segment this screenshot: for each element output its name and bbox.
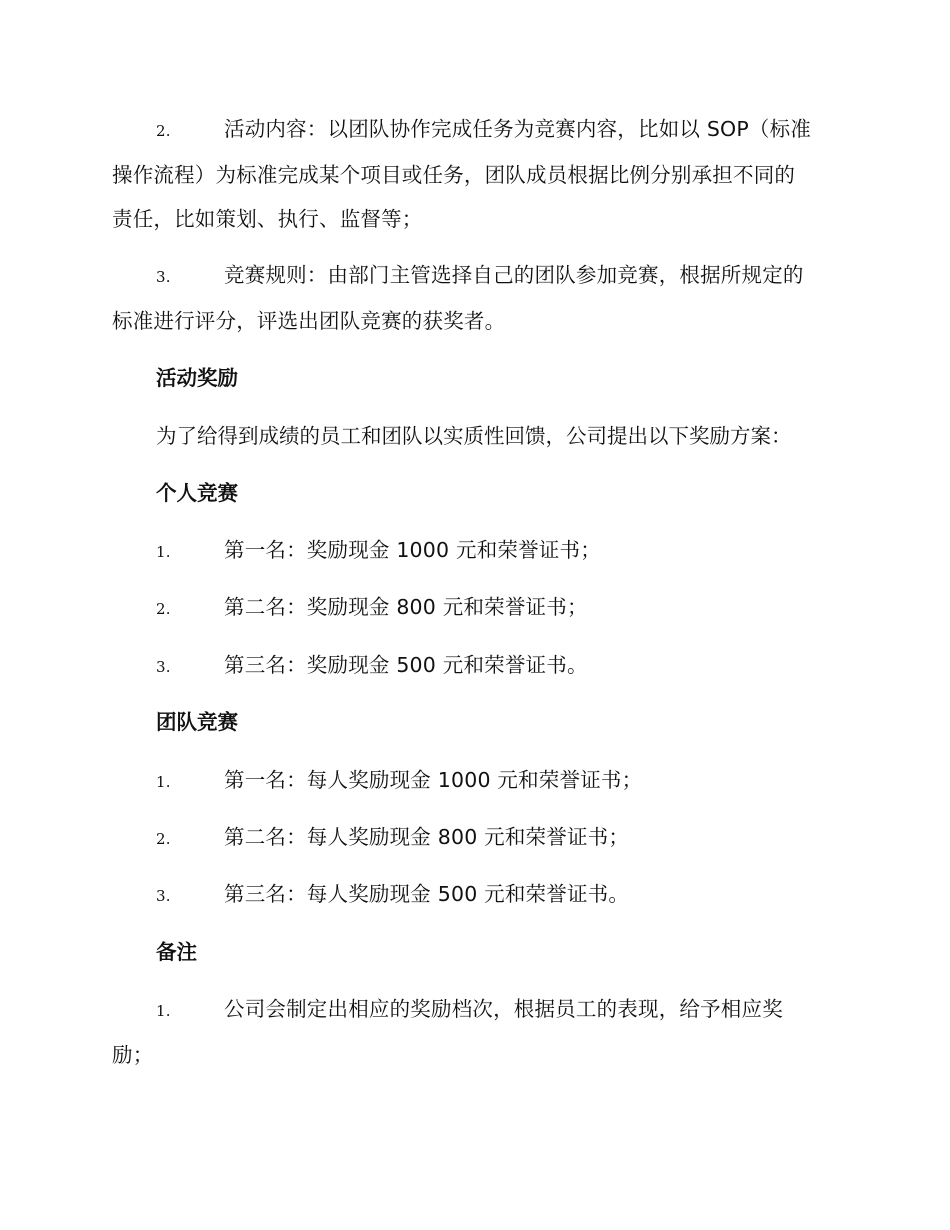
list-item-competition-rules [112, 257, 837, 340]
list-item-text: 第一名：奖励现金 1000 元和荣誉证书； [224, 538, 601, 562]
list-item-text: 第三名：每人奖励现金 500 元和荣誉证书。 [224, 882, 630, 906]
list-item-activity-content [112, 111, 837, 238]
list-number: 1. [156, 773, 171, 791]
list-item-text: 第二名：奖励现金 800 元和荣誉证书； [224, 595, 588, 619]
list-item-individual-3 [112, 647, 837, 686]
list-item-team-3 [112, 876, 837, 915]
list-item-team-2 [112, 819, 837, 858]
list-item-text: 公司会制定出相应的奖励档次，根据员工的表现，给予相应奖 [224, 997, 783, 1021]
list-item-text: 第一名：每人奖励现金 1000 元和荣誉证书； [224, 768, 643, 792]
list-number: 3. [156, 887, 171, 905]
list-item-line [112, 991, 837, 1030]
list-item-line: 励； [112, 1043, 154, 1067]
list-number: 1. [156, 1002, 171, 1020]
section-heading-rewards: 活动奖励 [156, 366, 238, 390]
list-item-notes-1 [112, 991, 837, 1074]
section-heading-team: 团队竞赛 [156, 710, 238, 734]
section-heading-individual: 个人竞赛 [156, 481, 238, 505]
list-item-individual-2 [112, 589, 837, 628]
rewards-intro-paragraph: 为了给得到成绩的员工和团队以实质性回馈，公司提出以下奖励方案： [156, 424, 792, 448]
list-item-team-1 [112, 762, 837, 801]
list-item-text: 竞赛规则：由部门主管选择自己的团队参加竞赛，根据所规定的 [224, 263, 804, 287]
list-number: 3. [156, 268, 171, 286]
list-item-line [112, 257, 837, 296]
list-item-text: 活动内容：以团队协作完成任务为竞赛内容，比如以 SOP（标准 [224, 117, 812, 141]
list-number: 2. [156, 830, 171, 848]
list-item-line [112, 111, 837, 150]
list-number: 1. [156, 543, 171, 561]
list-number: 2. [156, 600, 171, 618]
list-item-text: 第二名：每人奖励现金 800 元和荣誉证书； [224, 825, 630, 849]
list-number: 3. [156, 658, 171, 676]
list-item-line: 操作流程）为标准完成某个项目或任务，团队成员根据比例分别承担不同的 [112, 163, 796, 187]
list-item-individual-1 [112, 532, 837, 571]
section-heading-notes: 备注 [156, 940, 197, 964]
list-number: 2. [156, 122, 171, 140]
list-item-line: 标准进行评分，评选出团队竞赛的获奖者。 [112, 309, 506, 333]
list-item-line: 责任，比如策划、执行、监督等； [112, 207, 423, 231]
list-item-text: 第三名：奖励现金 500 元和荣誉证书。 [224, 653, 588, 677]
